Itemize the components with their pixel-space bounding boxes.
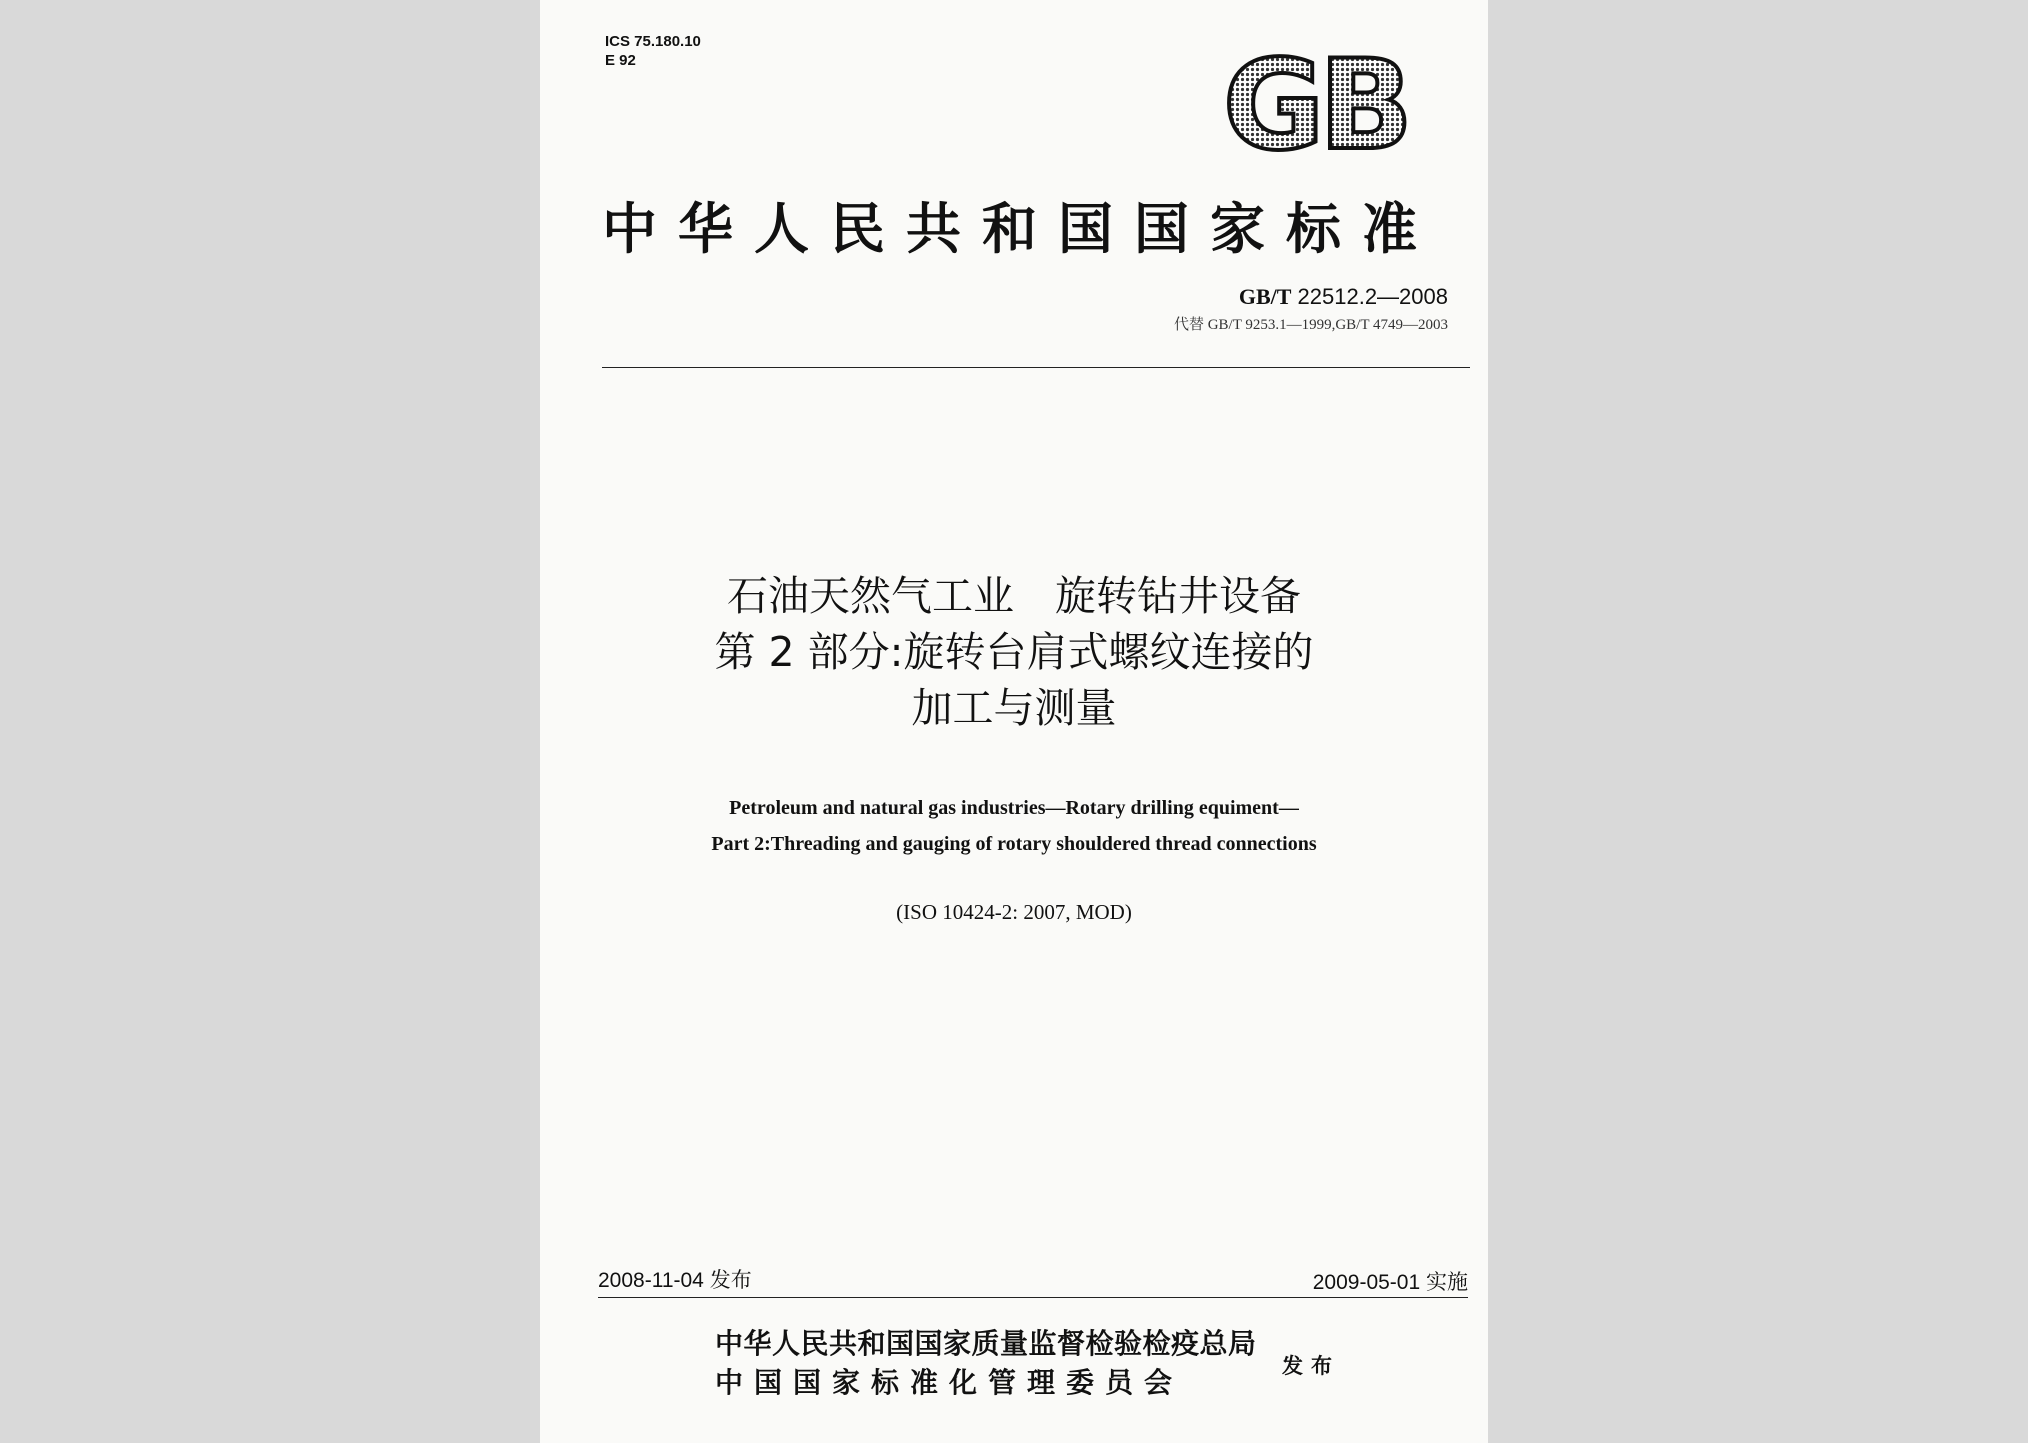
header-divider [602, 367, 1470, 368]
publish-label: 发布 [1282, 1353, 1340, 1378]
standard-code-prefix: GB/T [1238, 284, 1292, 309]
gb-logo [1205, 52, 1425, 160]
publisher-org-2: 中国国家标准化管理委员会 [715, 1366, 1184, 1399]
national-standard-title: 中华人民共和国国家标准 [602, 196, 1439, 261]
class-code: E 92 [605, 52, 636, 69]
chinese-title-line-2: 第 2 部分:旋转台肩式螺纹连接的 [714, 628, 1314, 676]
replaces-note: 代替 GB/T 9253.1—1999,GB/T 4749—2003 [1173, 317, 1448, 333]
english-title [540, 790, 1488, 862]
chinese-title-line-3: 加工与测量 [911, 684, 1117, 732]
issue-date: 2008-11-04 发布 [598, 1269, 752, 1292]
standard-code-number: 22512.2—2008 [1297, 284, 1448, 309]
standard-code [1174, 284, 1448, 310]
effective-date: 2009-05-01 实施 [1312, 1271, 1468, 1294]
chinese-title [540, 568, 1488, 736]
classification-block [605, 32, 701, 70]
chinese-title-line-1: 石油天然气工业 旋转钻井设备 [727, 572, 1301, 620]
english-title-line-2: Part 2:Threading and gauging of rotary shouldered thread connections [711, 833, 1317, 855]
publisher-org-1: 中华人民共和国国家质量监督检验检疫总局 [715, 1327, 1257, 1360]
footer-divider [598, 1297, 1468, 1298]
document-page [540, 0, 1488, 1443]
ics-code: ICS 75.180.10 [605, 33, 701, 50]
english-title-line-1: Petroleum and natural gas industries—Rotary drilling equiment— [729, 797, 1299, 819]
standard-code-block [1174, 284, 1448, 334]
iso-reference: (ISO 10424-2: 2007, MOD) [896, 900, 1132, 924]
gb-logo-text: GB [1222, 52, 1408, 160]
